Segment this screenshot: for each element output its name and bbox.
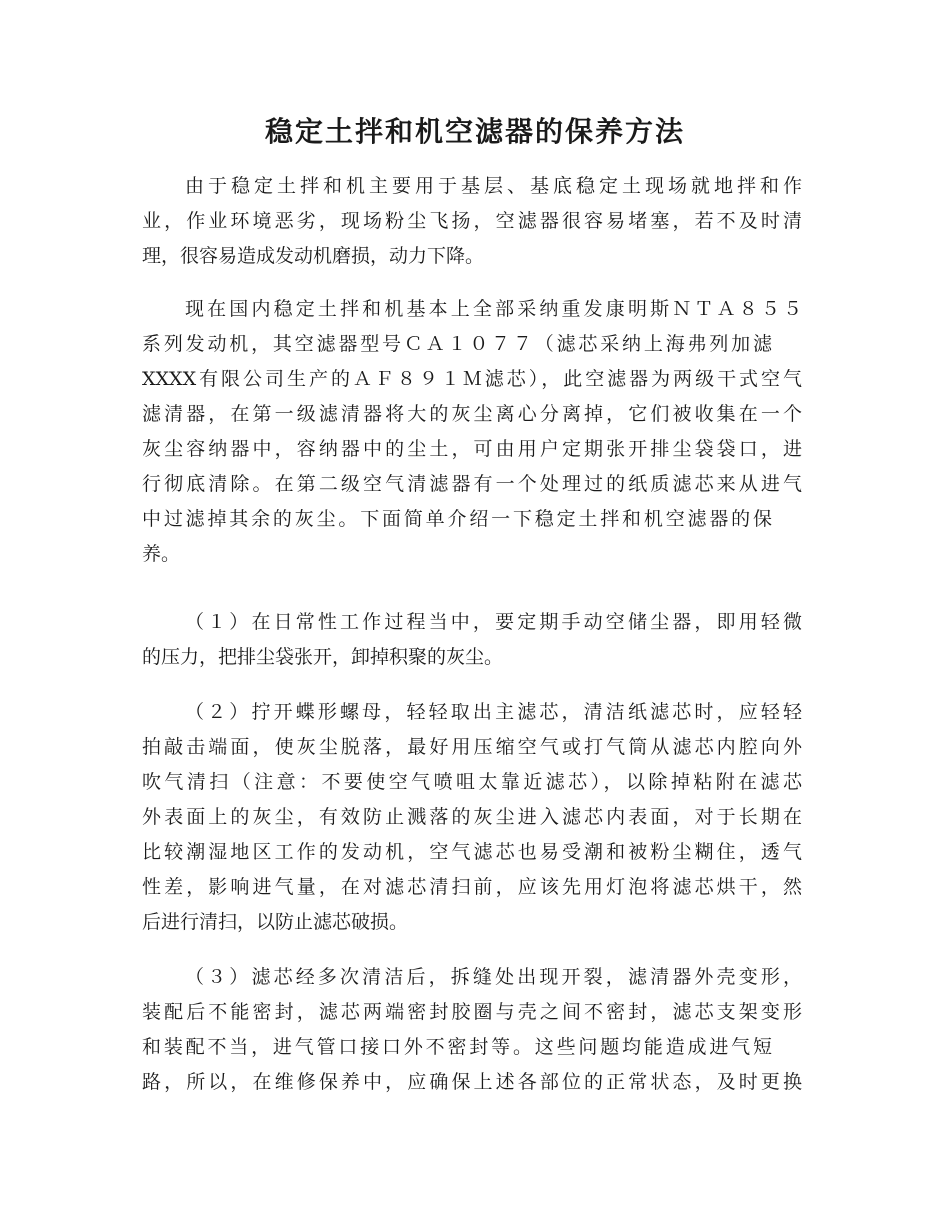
paragraph-5-line-1: （３）滤芯经多次清洁后，拆缝处出现开裂，滤清器外壳变形， <box>185 966 802 988</box>
paragraph-5-line-4: 路，所以，在维修保养中，应确保上述各部位的正常状态，及时更换 <box>142 1071 802 1093</box>
paragraph-4-line-4: 外表面上的灰尘，有效防止溅落的灰尘进入滤芯内表面，对于长期在 <box>142 806 802 828</box>
paragraph-2-line-4: 滤清器，在第一级滤清器将大的灰尘离心分离掉，它们被收集在一个 <box>142 403 802 425</box>
paragraph-4-line-3: 吹气清扫（注意：不要使空气喷咀太靠近滤芯），以除掉粘附在滤芯 <box>142 771 802 793</box>
paragraph-4-line-7: 后进行清扫，以防止滤芯破损。 <box>142 911 409 933</box>
paragraph-3-line-2: 的压力，把排尘袋张开，卸掉积聚的灰尘。 <box>142 646 504 668</box>
paragraph-5-line-2: 装配后不能密封，滤芯两端密封胶圈与壳之间不密封，滤芯支架变形 <box>142 1001 802 1023</box>
paragraph-2-line-1: 现在国内稳定土拌和机基本上全部采纳重发康明斯ＮＴＡ８５５ <box>185 298 802 320</box>
paragraph-4-line-5: 比较潮湿地区工作的发动机，空气滤芯也易受潮和被粉尘糊住，透气 <box>142 841 802 863</box>
paragraph-2-line-6: 行彻底清除。在第二级空气清滤器有一个处理过的纸质滤芯来从进气 <box>142 473 802 495</box>
paragraph-2-line-8: 养。 <box>142 543 181 565</box>
paragraph-5-line-3: 和装配不当，进气管口接口外不密封等。这些问题均能造成进气短 <box>142 1036 772 1058</box>
paragraph-1-line-3: 理，很容易造成发动机磨损，动力下降。 <box>142 245 485 267</box>
paragraph-4-line-1: （２）拧开蝶形螺母，轻轻取出主滤芯，清洁纸滤芯时，应轻轻 <box>185 701 802 723</box>
paragraph-4-line-6: 性差，影响进气量，在对滤芯清扫前，应该先用灯泡将滤芯烘干，然 <box>142 876 802 898</box>
paragraph-2-line-3: XXXX有限公司生产的ＡＦ８９１Ｍ滤芯），此空滤器为两级干式空气 <box>142 368 802 390</box>
paragraph-2-line-5: 灰尘容纳器中，容纳器中的尘土，可由用户定期张开排尘袋袋口，进 <box>142 438 802 460</box>
paragraph-1-line-2: 业，作业环境恶劣，现场粉尘飞扬，空滤器很容易堵塞，若不及时清 <box>142 210 802 232</box>
paragraph-2-line-2: 系列发动机，其空滤器型号ＣＡ１０７７（滤芯采纳上海弗列加滤 <box>142 333 772 355</box>
paragraph-2-line-7: 中过滤掉其余的灰尘。下面简单介绍一下稳定土拌和机空滤器的保 <box>142 508 772 530</box>
document-title: 稳定土拌和机空滤器的保养方法 <box>264 115 685 148</box>
paragraph-1-line-1: 由于稳定土拌和机主要用于基层、基底稳定土现场就地拌和作 <box>185 175 802 197</box>
paragraph-4-line-2: 拍敲击端面，使灰尘脱落，最好用压缩空气或打气筒从滤芯内腔向外 <box>142 736 802 758</box>
paragraph-3-line-1: （１）在日常性工作过程当中，要定期手动空储尘器，即用轻微 <box>185 611 802 633</box>
